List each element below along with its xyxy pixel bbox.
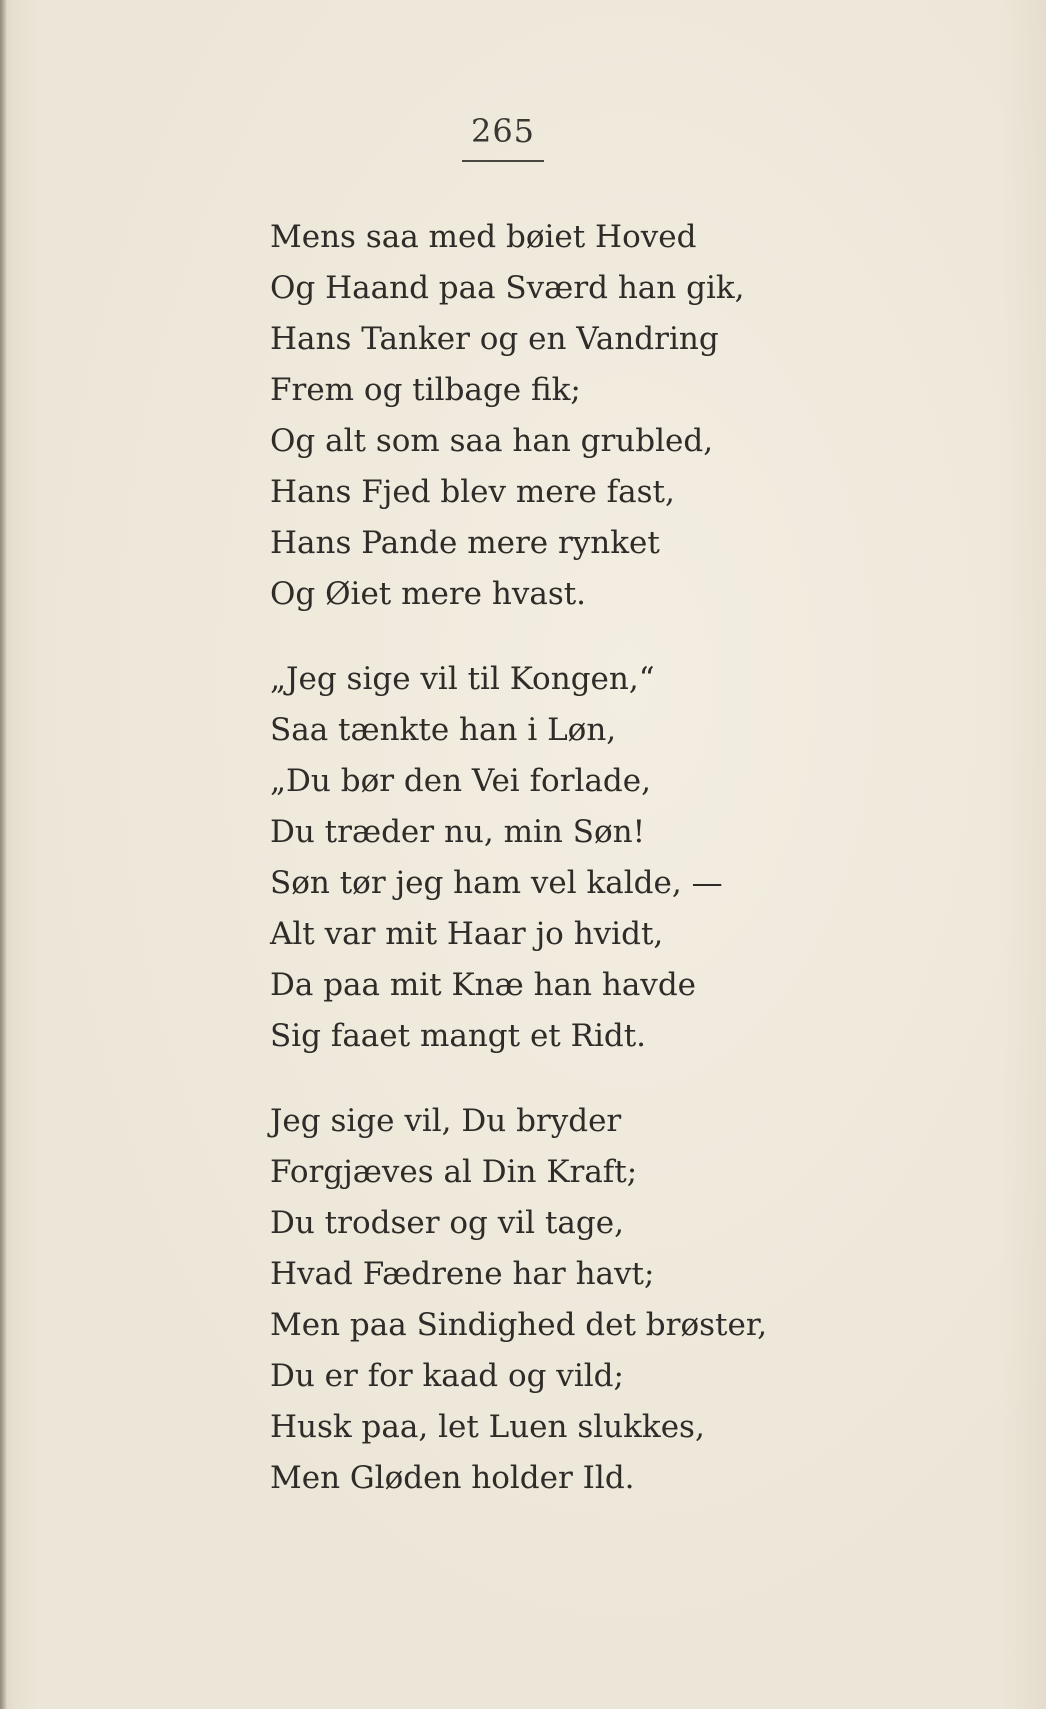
page-number: 265 (470, 112, 536, 150)
poem-line: Forgjæves al Din Kraft; (270, 1154, 638, 1190)
poem-line: Søn tør jeg ham vel kalde, — (270, 865, 723, 901)
poem-line: Jeg sige vil, Du bryder (270, 1103, 622, 1139)
poem-line: Og alt som saa han grubled, (270, 423, 714, 459)
poem-line: Du træder nu, min Søn! (270, 814, 646, 850)
poem (270, 212, 990, 1538)
poem-line: „Du bør den Vei forlade, (270, 763, 651, 799)
stanza (270, 654, 990, 1062)
poem-line: Hvad Fædrene har havt; (270, 1256, 655, 1292)
poem-line: Frem og tilbage fik; (270, 372, 581, 408)
stanza (270, 212, 990, 620)
poem-line: Alt var mit Haar jo hvidt, (270, 916, 664, 952)
poem-line: „Jeg sige vil til Kongen,“ (270, 661, 655, 697)
poem-line: Du er for kaad og vild; (270, 1358, 624, 1394)
page-spine-edge (0, 0, 7, 1709)
stanza (270, 1096, 990, 1504)
poem-line: Da paa mit Knæ han havde (270, 967, 697, 1003)
poem-line: Hans Pande mere rynket (270, 525, 660, 561)
poem-line: Og Haand paa Sværd han gik, (270, 270, 745, 306)
page-number-rule (462, 160, 544, 162)
poem-line: Og Øiet mere hvast. (270, 576, 587, 612)
poem-line: Du trodser og vil tage, (270, 1205, 624, 1241)
poem-line: Saa tænkte han i Løn, (270, 712, 617, 748)
poem-line: Sig faaet mangt et Ridt. (270, 1018, 647, 1054)
poem-line: Men Gløden holder Ild. (270, 1460, 635, 1496)
poem-line: Mens saa med bøiet Hoved (270, 219, 697, 255)
poem-line: Hans Fjed blev mere fast, (270, 474, 675, 510)
poem-line: Hans Tanker og en Vandring (270, 321, 719, 357)
poem-line: Husk paa, let Luen slukkes, (270, 1409, 705, 1445)
poem-line: Men paa Sindighed det brøster, (270, 1307, 768, 1343)
